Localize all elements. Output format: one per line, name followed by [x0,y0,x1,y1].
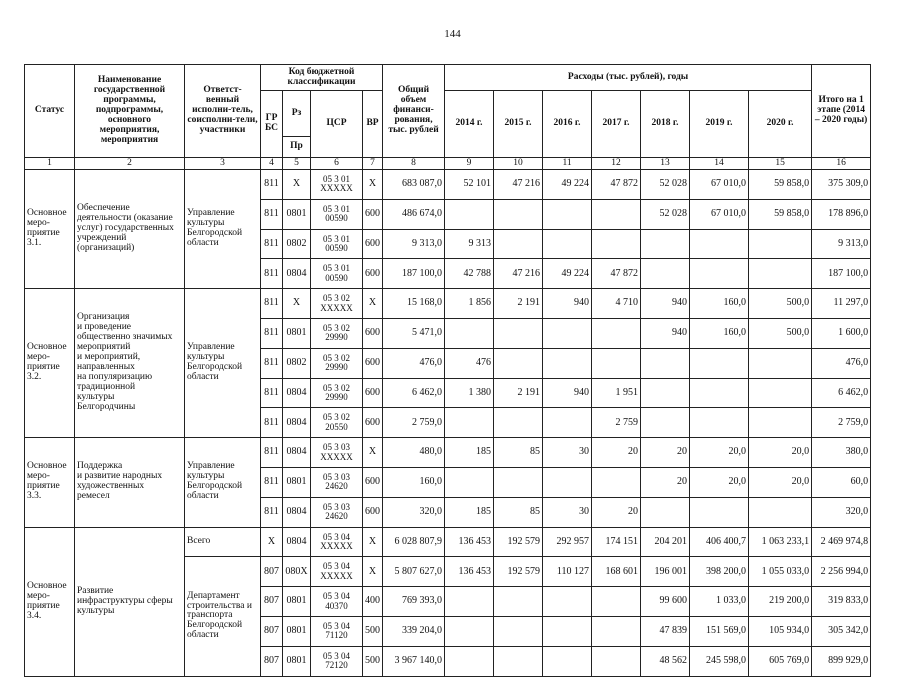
year-2016-cell: 292 957 [543,527,592,557]
year-2019-cell [690,348,749,378]
year-2019-cell [690,408,749,438]
year-2018-cell [641,408,690,438]
year-2018-cell: 52 028 [641,199,690,229]
year-2016-cell [543,318,592,348]
year-2016-cell: 110 127 [543,557,592,587]
itogo-cell: 6 462,0 [812,378,871,408]
total-cell: 339 204,0 [383,616,445,646]
year-2015-cell: 85 [494,497,543,527]
year-2020-cell: 500,0 [749,289,812,319]
year-2017-cell [592,646,641,676]
year-2019-cell: 406 400,7 [690,527,749,557]
year-2015-cell: 2 191 [494,289,543,319]
itogo-cell: 9 313,0 [812,229,871,259]
name-cell: Развитие инфраструктуры сферы культуры [75,527,185,676]
header-year-2018: 2018 г. [641,91,690,158]
total-cell: 6 462,0 [383,378,445,408]
year-2020-cell: 1 063 233,1 [749,527,812,557]
total-cell: 187 100,0 [383,259,445,289]
itogo-cell: 60,0 [812,467,871,497]
year-2017-cell: 2 759 [592,408,641,438]
year-2016-cell [543,616,592,646]
year-2015-cell [494,646,543,676]
year-2020-cell [749,348,812,378]
year-2019-cell: 151 569,0 [690,616,749,646]
vr-cell: 600 [363,229,383,259]
year-2018-cell [641,348,690,378]
year-2016-cell [543,229,592,259]
status-cell: Основное меро-приятие 3.4. [25,527,75,676]
total-cell: 480,0 [383,438,445,468]
year-2018-cell: 204 201 [641,527,690,557]
executor-cell: Управление культуры Белгородской области [185,438,261,527]
total-cell: 2 759,0 [383,408,445,438]
header-itogo: Итого на 1 этапе (2014 – 2020 годы) [812,65,871,158]
column-number: 3 [185,158,261,170]
year-2017-cell: 1 951 [592,378,641,408]
column-number: 8 [383,158,445,170]
year-2017-cell: 168 601 [592,557,641,587]
year-2017-cell: 47 872 [592,259,641,289]
year-2017-cell [592,616,641,646]
year-2016-cell [543,408,592,438]
csr-cell: 05 3 04 XXXXX [311,557,363,587]
status-cell: Основное меро-приятие 3.2. [25,289,75,438]
year-2016-cell: 49 224 [543,259,592,289]
column-number: 2 [75,158,185,170]
year-2015-cell [494,229,543,259]
vr-cell: X [363,438,383,468]
itogo-cell: 1 600,0 [812,318,871,348]
year-2014-cell [445,199,494,229]
total-cell: 683 087,0 [383,170,445,200]
csr-cell: 05 3 01 XXXXX [311,170,363,200]
year-2015-cell: 192 579 [494,527,543,557]
executor-cell: Департамент строительства и транспорта Белгородской области [185,557,261,676]
vr-cell: 600 [363,408,383,438]
column-number: 16 [812,158,871,170]
header-budget-code: Код бюджетной классификации [261,65,383,91]
csr-cell: 05 3 04 40370 [311,587,363,617]
grbs-cell: 811 [261,170,283,200]
year-2014-cell: 52 101 [445,170,494,200]
itogo-cell: 319 833,0 [812,587,871,617]
year-2016-cell: 49 224 [543,170,592,200]
page-number: 144 [444,28,461,40]
year-2017-cell [592,229,641,259]
year-2015-cell [494,408,543,438]
csr-cell: 05 3 02 20550 [311,408,363,438]
total-cell: 3 967 140,0 [383,646,445,676]
header-pr: Пр [283,137,311,158]
year-2014-cell: 136 453 [445,527,494,557]
year-2017-cell [592,467,641,497]
vr-cell: 600 [363,348,383,378]
year-2014-cell: 136 453 [445,557,494,587]
rzpr-cell: X [283,289,311,319]
year-2015-cell: 2 191 [494,378,543,408]
year-2017-cell [592,318,641,348]
csr-cell: 05 3 02 29990 [311,318,363,348]
year-2019-cell: 1 033,0 [690,587,749,617]
itogo-cell: 2 469 974,8 [812,527,871,557]
year-2017-cell: 20 [592,497,641,527]
total-cell: 160,0 [383,467,445,497]
grbs-cell: 811 [261,438,283,468]
csr-cell: 05 3 02 XXXXX [311,289,363,319]
rzpr-cell: 0804 [283,408,311,438]
column-number: 11 [543,158,592,170]
rzpr-cell: 080X [283,557,311,587]
table-row [25,438,871,468]
year-2014-cell [445,408,494,438]
grbs-cell: X [261,527,283,557]
rzpr-cell: 0801 [283,467,311,497]
header-expenses: Расходы (тыс. рублей), годы [445,65,812,91]
csr-cell: 05 3 01 00590 [311,229,363,259]
year-2020-cell: 59 858,0 [749,170,812,200]
total-cell: 320,0 [383,497,445,527]
year-2015-cell [494,616,543,646]
year-2018-cell: 99 600 [641,587,690,617]
csr-cell: 05 3 03 24620 [311,467,363,497]
year-2014-cell: 1 380 [445,378,494,408]
csr-cell: 05 3 02 29990 [311,378,363,408]
year-2015-cell: 85 [494,438,543,468]
header-rz: Рз [283,91,311,137]
name-cell: Организация и проведение общественно значимых мероприятий и мероприятий, направленных на популяризацию традиционной культуры Белгородчины [75,289,185,438]
header-total-volume: Общий объем финанси-рования, тыс. рублей [383,65,445,158]
column-number: 5 [283,158,311,170]
year-2015-cell [494,467,543,497]
year-2018-cell: 20 [641,467,690,497]
header-status: Статус [25,65,75,158]
year-2020-cell: 605 769,0 [749,646,812,676]
year-2018-cell [641,259,690,289]
itogo-cell: 375 309,0 [812,170,871,200]
csr-cell: 05 3 02 29990 [311,348,363,378]
year-2018-cell: 52 028 [641,170,690,200]
total-cell: 486 674,0 [383,199,445,229]
total-cell: 9 313,0 [383,229,445,259]
year-2020-cell: 219 200,0 [749,587,812,617]
grbs-cell: 811 [261,318,283,348]
column-number: 1 [25,158,75,170]
year-2017-cell: 4 710 [592,289,641,319]
column-number: 14 [690,158,749,170]
year-2018-cell: 940 [641,289,690,319]
year-2016-cell [543,646,592,676]
column-number: 7 [363,158,383,170]
rzpr-cell: 0802 [283,229,311,259]
year-2019-cell [690,497,749,527]
total-cell: 5 471,0 [383,318,445,348]
grbs-cell: 811 [261,259,283,289]
grbs-cell: 811 [261,348,283,378]
rzpr-cell: 0802 [283,348,311,378]
itogo-cell: 187 100,0 [812,259,871,289]
year-2016-cell: 940 [543,378,592,408]
grbs-cell: 807 [261,587,283,617]
year-2015-cell [494,199,543,229]
year-2016-cell: 30 [543,497,592,527]
csr-cell: 05 3 01 00590 [311,199,363,229]
year-2020-cell: 105 934,0 [749,616,812,646]
rzpr-cell: 0801 [283,616,311,646]
year-2018-cell: 196 001 [641,557,690,587]
total-cell: 769 393,0 [383,587,445,617]
grbs-cell: 811 [261,378,283,408]
rzpr-cell: 0801 [283,318,311,348]
year-2018-cell: 48 562 [641,646,690,676]
vr-cell: X [363,170,383,200]
year-2020-cell: 20,0 [749,438,812,468]
column-number: 12 [592,158,641,170]
header-year-2019: 2019 г. [690,91,749,158]
rzpr-cell: X [283,170,311,200]
year-2018-cell: 47 839 [641,616,690,646]
year-2020-cell: 1 055 033,0 [749,557,812,587]
executor-cell: Управление культуры Белгородской области [185,289,261,438]
year-2016-cell [543,199,592,229]
year-2014-cell: 1 856 [445,289,494,319]
year-2018-cell [641,378,690,408]
rzpr-cell: 0801 [283,646,311,676]
itogo-cell: 2 759,0 [812,408,871,438]
year-2020-cell: 500,0 [749,318,812,348]
year-2017-cell [592,587,641,617]
header-year-2016: 2016 г. [543,91,592,158]
year-2016-cell [543,467,592,497]
total-cell: 476,0 [383,348,445,378]
year-2019-cell: 160,0 [690,289,749,319]
column-number: 13 [641,158,690,170]
year-2017-cell: 47 872 [592,170,641,200]
year-2018-cell [641,229,690,259]
column-number: 9 [445,158,494,170]
vr-cell: 600 [363,199,383,229]
year-2019-cell [690,259,749,289]
itogo-cell: 899 929,0 [812,646,871,676]
table-row [25,289,871,319]
header-year-2015: 2015 г. [494,91,543,158]
vr-cell: 500 [363,616,383,646]
year-2019-cell: 245 598,0 [690,646,749,676]
header-grbs: ГР БС [261,91,283,158]
vr-cell: 600 [363,497,383,527]
vr-cell: X [363,557,383,587]
year-2020-cell: 59 858,0 [749,199,812,229]
table-body [25,170,871,677]
year-2014-cell [445,467,494,497]
rzpr-cell: 0801 [283,587,311,617]
grbs-cell: 811 [261,497,283,527]
header-vr: ВР [363,91,383,158]
itogo-cell: 476,0 [812,348,871,378]
csr-cell: 05 3 01 00590 [311,259,363,289]
year-2018-cell [641,497,690,527]
year-2020-cell [749,408,812,438]
year-2017-cell: 174 151 [592,527,641,557]
year-2020-cell [749,229,812,259]
year-2015-cell [494,587,543,617]
total-cell: 5 807 627,0 [383,557,445,587]
name-cell: Поддержка и развитие народных художественных ремесел [75,438,185,527]
header-name: Наименование государственной программы, подпрограммы, основного мероприятия, мероприятия [75,65,185,158]
year-2017-cell: 20 [592,438,641,468]
vr-cell: 600 [363,318,383,348]
year-2016-cell [543,348,592,378]
vr-cell: X [363,289,383,319]
vr-cell: 600 [363,378,383,408]
column-number: 6 [311,158,363,170]
grbs-cell: 807 [261,616,283,646]
year-2014-cell: 9 313 [445,229,494,259]
year-2015-cell: 47 216 [494,170,543,200]
year-2016-cell [543,587,592,617]
year-2019-cell: 67 010,0 [690,170,749,200]
rzpr-cell: 0804 [283,259,311,289]
year-2015-cell [494,348,543,378]
year-2014-cell: 185 [445,497,494,527]
year-2020-cell [749,497,812,527]
vr-cell: 400 [363,587,383,617]
table-row [25,527,871,557]
header-executor: Ответст-венный исполни-тель, соисполни-тели, участники [185,65,261,158]
year-2014-cell [445,318,494,348]
year-2014-cell: 185 [445,438,494,468]
csr-cell: 05 3 03 XXXXX [311,438,363,468]
grbs-cell: 811 [261,467,283,497]
year-2014-cell [445,587,494,617]
grbs-cell: 811 [261,289,283,319]
column-number: 4 [261,158,283,170]
year-2018-cell: 940 [641,318,690,348]
rzpr-cell: 0804 [283,497,311,527]
executor-total-cell: Всего [185,527,261,557]
year-2017-cell [592,348,641,378]
header-year-2014: 2014 г. [445,91,494,158]
status-cell: Основное меро-приятие 3.1. [25,170,75,289]
year-2020-cell [749,378,812,408]
year-2020-cell [749,259,812,289]
year-2014-cell [445,616,494,646]
year-2019-cell [690,378,749,408]
itogo-cell: 380,0 [812,438,871,468]
itogo-cell: 2 256 994,0 [812,557,871,587]
year-2014-cell [445,646,494,676]
name-cell: Обеспечение деятельности (оказание услуг) государственных учреждений (организаций) [75,170,185,289]
column-numbers-row [25,158,871,170]
vr-cell: 500 [363,646,383,676]
itogo-cell: 305 342,0 [812,616,871,646]
itogo-cell: 11 297,0 [812,289,871,319]
year-2019-cell: 20,0 [690,438,749,468]
year-2014-cell: 476 [445,348,494,378]
column-number: 15 [749,158,812,170]
rzpr-cell: 0804 [283,378,311,408]
year-2020-cell: 20,0 [749,467,812,497]
total-cell: 6 028 807,9 [383,527,445,557]
csr-cell: 05 3 03 24620 [311,497,363,527]
csr-cell: 05 3 04 72120 [311,646,363,676]
year-2016-cell: 940 [543,289,592,319]
rzpr-cell: 0804 [283,527,311,557]
grbs-cell: 807 [261,557,283,587]
grbs-cell: 807 [261,646,283,676]
header-year-2020: 2020 г. [749,91,812,158]
itogo-cell: 178 896,0 [812,199,871,229]
year-2018-cell: 20 [641,438,690,468]
grbs-cell: 811 [261,408,283,438]
column-number: 10 [494,158,543,170]
executor-cell: Управление культуры Белгородской области [185,170,261,289]
rzpr-cell: 0801 [283,199,311,229]
grbs-cell: 811 [261,199,283,229]
year-2019-cell: 398 200,0 [690,557,749,587]
year-2015-cell [494,318,543,348]
budget-table [24,64,871,677]
year-2016-cell: 30 [543,438,592,468]
vr-cell: 600 [363,259,383,289]
total-cell: 15 168,0 [383,289,445,319]
rzpr-cell: 0804 [283,438,311,468]
year-2017-cell [592,199,641,229]
vr-cell: X [363,527,383,557]
year-2019-cell: 20,0 [690,467,749,497]
grbs-cell: 811 [261,229,283,259]
year-2019-cell: 67 010,0 [690,199,749,229]
year-2014-cell: 42 788 [445,259,494,289]
year-2015-cell: 192 579 [494,557,543,587]
csr-cell: 05 3 04 71120 [311,616,363,646]
year-2015-cell: 47 216 [494,259,543,289]
itogo-cell: 320,0 [812,497,871,527]
header-year-2017: 2017 г. [592,91,641,158]
table-row [25,170,871,200]
status-cell: Основное меро-приятие 3.3. [25,438,75,527]
year-2019-cell: 160,0 [690,318,749,348]
vr-cell: 600 [363,467,383,497]
csr-cell: 05 3 04 XXXXX [311,527,363,557]
year-2019-cell [690,229,749,259]
header-csr: ЦСР [311,91,363,158]
